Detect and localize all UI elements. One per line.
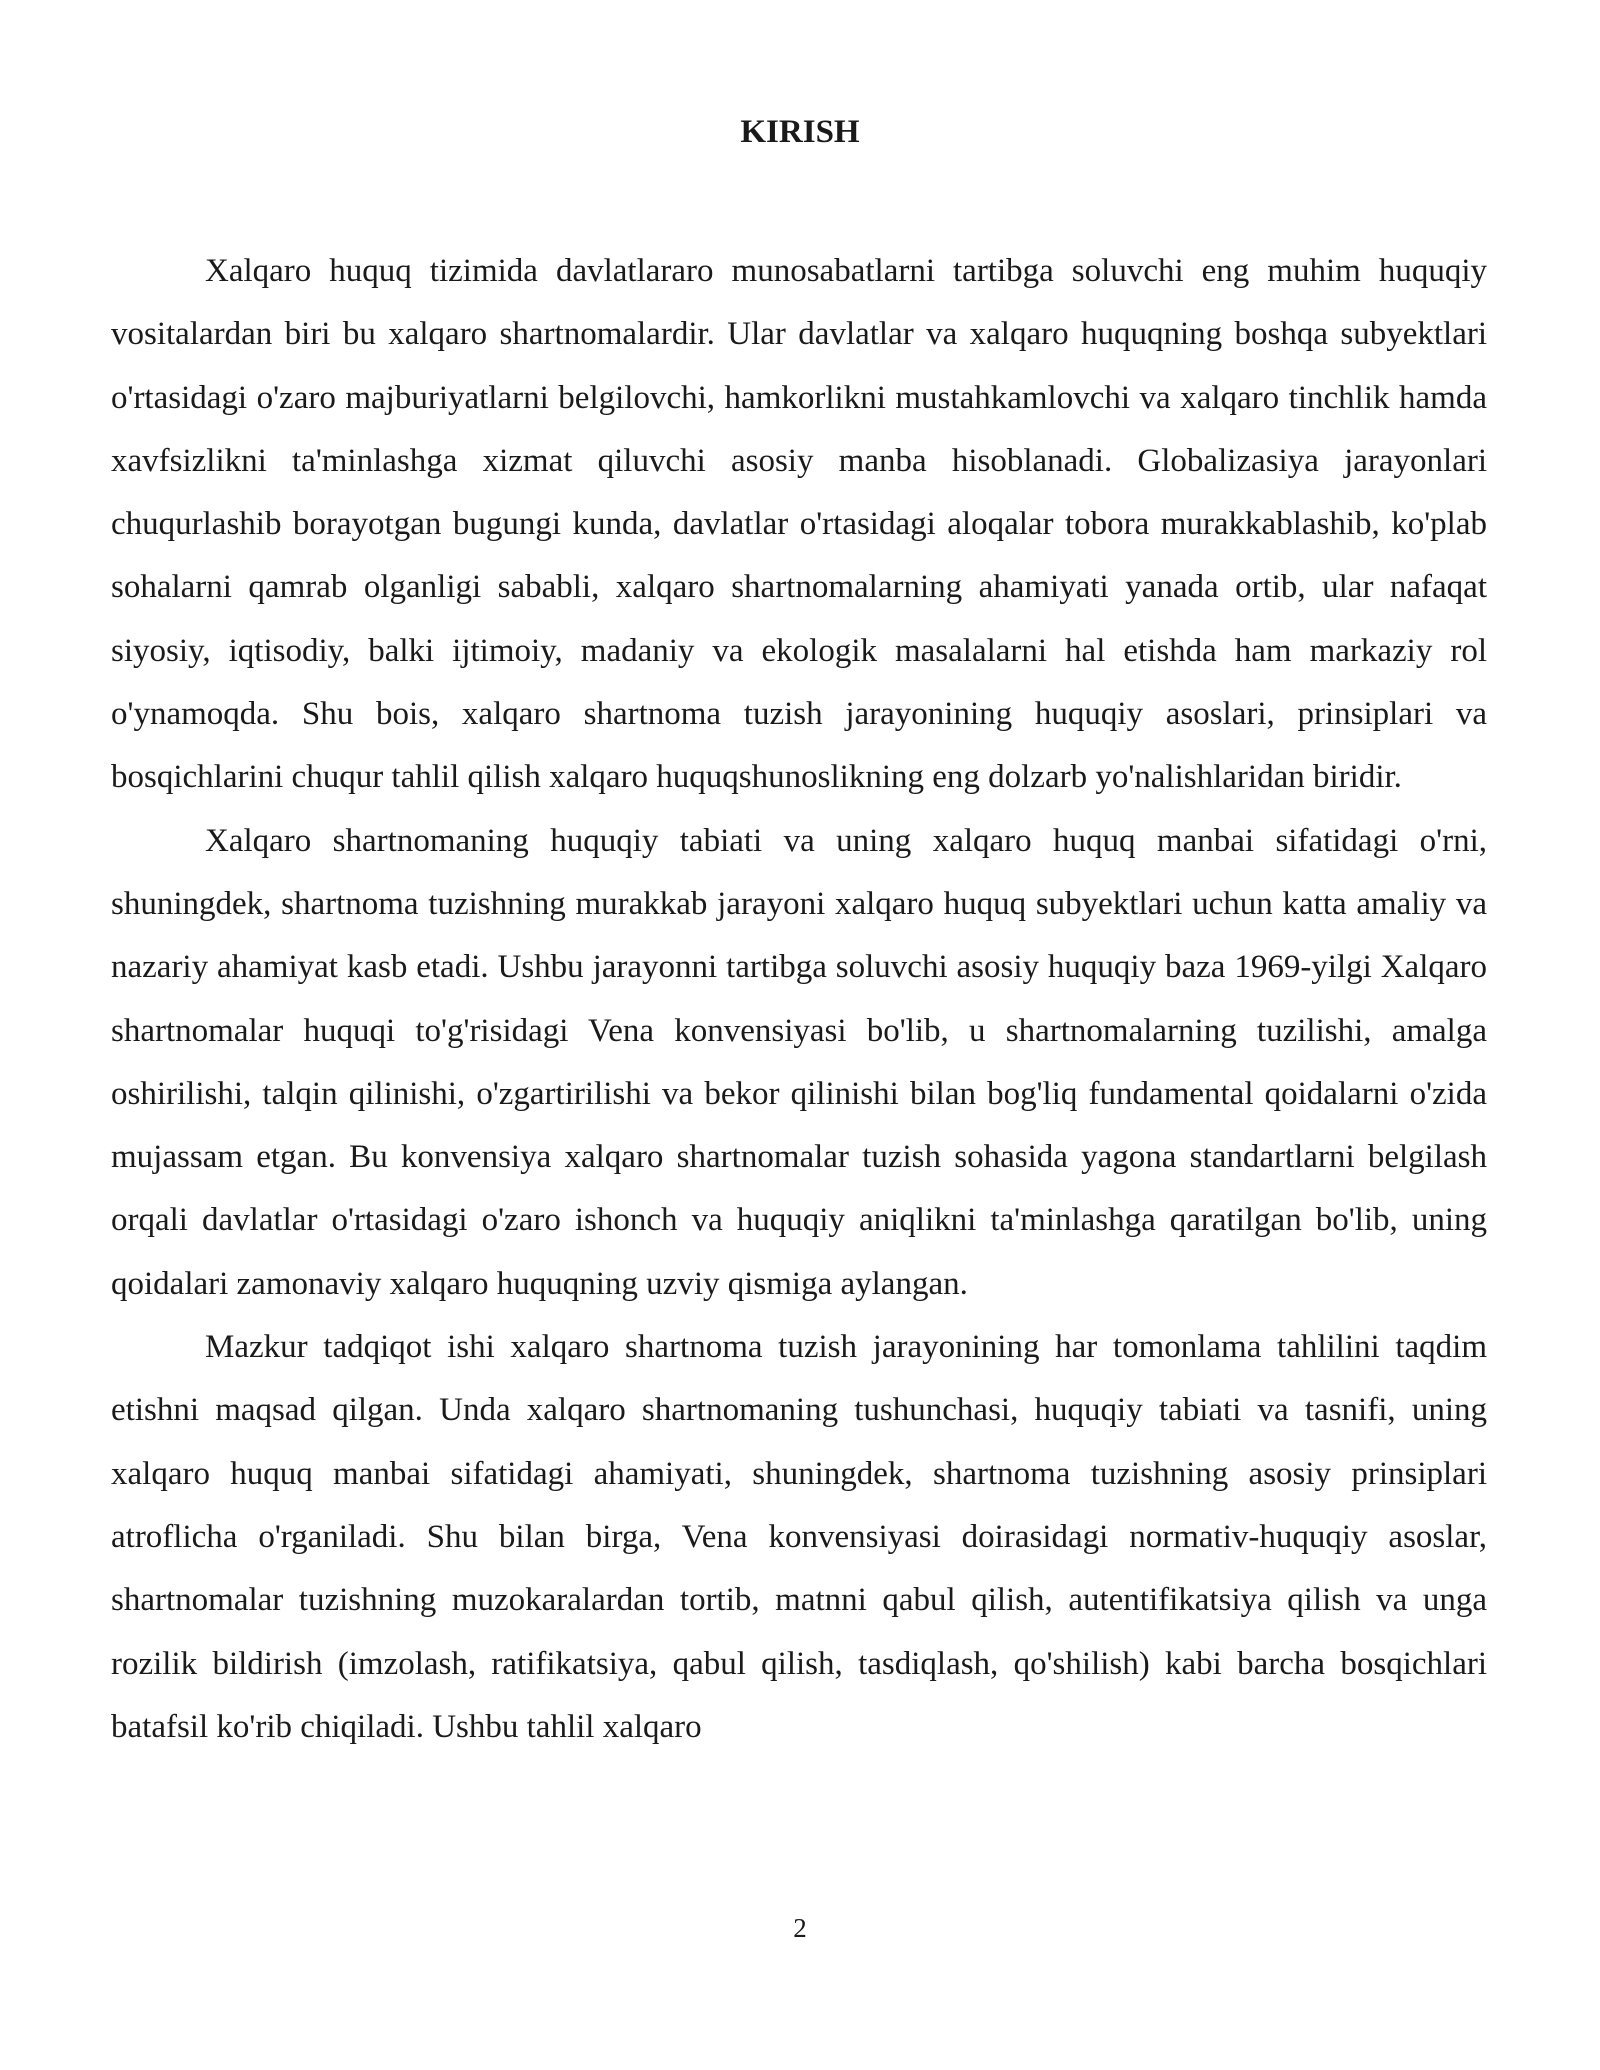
body-text — [111, 240, 1487, 1759]
paragraph-3: Mazkur tadqiqot ishi xalqaro shartnoma tuzish jarayonining har tomonlama tahlilini taqdim etishni maqsad qilgan. Unda xalqaro shartnomaning tushunchasi, huquqiy tabiati va tasnifi, uning xalqaro huquq manbai sifatidagi ahamiyati, shuningdek, shartnoma tuzishning asosiy prinsiplari atroflicha o'rganiladi. Shu bilan birga, Vena konvensiyasi doirasidagi normativ-huquqiy asoslar, shartnomalar tuzishning muzokaralardan tortib, matnni qabul qilish, autentifikatsiya qilish va unga rozilik bildirish (imzolash, ratifikatsiya, qabul qilish, tasdiqlash, qo'shilish) kabi barcha bosqichlari batafsil ko'rib chiqiladi. Ushbu tahlil xalqaro — [111, 1329, 1487, 1745]
paragraph-1: Xalqaro huquq tizimida davlatlararo munosabatlarni tartibga soluvchi eng muhim huquqiy vositalardan biri bu xalqaro shartnomalardir. Ular davlatlar va xalqaro huquqning boshqa subyektlari o'rtasidagi o'zaro majburiyatlarni belgilovchi, hamkorlikni mustahkamlovchi va xalqaro tinchlik hamda xavfsizlikni ta'minlashga xizmat qiluvchi asosiy manba hisoblanadi. Globalizasiya jarayonlari chuqurlashib borayotgan bugungi kunda, davlatlar o'rtasidagi aloqalar tobora murakkablashib, ko'plab sohalarni qamrab olganligi sababli, xalqaro shartnomalarning ahamiyati yanada ortib, ular nafaqat siyosiy, iqtisodiy, balki ijtimoiy, madaniy va ekologik masalalarni hal etishda ham markaziy rol o'ynamoqda. Shu bois, xalqaro shartnoma tuzish jarayonining huquqiy asoslari, prinsiplari va bosqichlarini chuqur tahlil qilish xalqaro huquqshunoslikning eng dolzarb yo'nalishlaridan biridir. — [111, 253, 1487, 796]
section-heading: KIRISH — [740, 114, 860, 150]
page-number: 2 — [793, 1913, 807, 1943]
paragraph-2: Xalqaro shartnomaning huquqiy tabiati va uning xalqaro huquq manbai sifatidagi o'rni, shuningdek, shartnoma tuzishning murakkab jarayoni xalqaro huquq subyektlari uchun katta amaliy va nazariy ahamiyat kasb etadi. Ushbu jarayonni tartibga soluvchi asosiy huquqiy baza 1969-yilgi Xalqaro shartnomalar huquqi to'g'risidagi Vena konvensiyasi bo'lib, u shartnomalarning tuzilishi, amalga oshirilishi, talqin qilinishi, o'zgartirilishi va bekor qilinishi bilan bog'liq fundamental qoidalarni o'zida mujassam etgan. Bu konvensiya xalqaro shartnomalar tuzish sohasida yagona standartlarni belgilash orqali davlatlar o'rtasidagi o'zaro ishonch va huquqiy aniqlikni ta'minlashga qaratilgan bo'lib, uning qoidalari zamonaviy xalqaro huquqning uzviy qismiga aylangan. — [111, 822, 1487, 1302]
